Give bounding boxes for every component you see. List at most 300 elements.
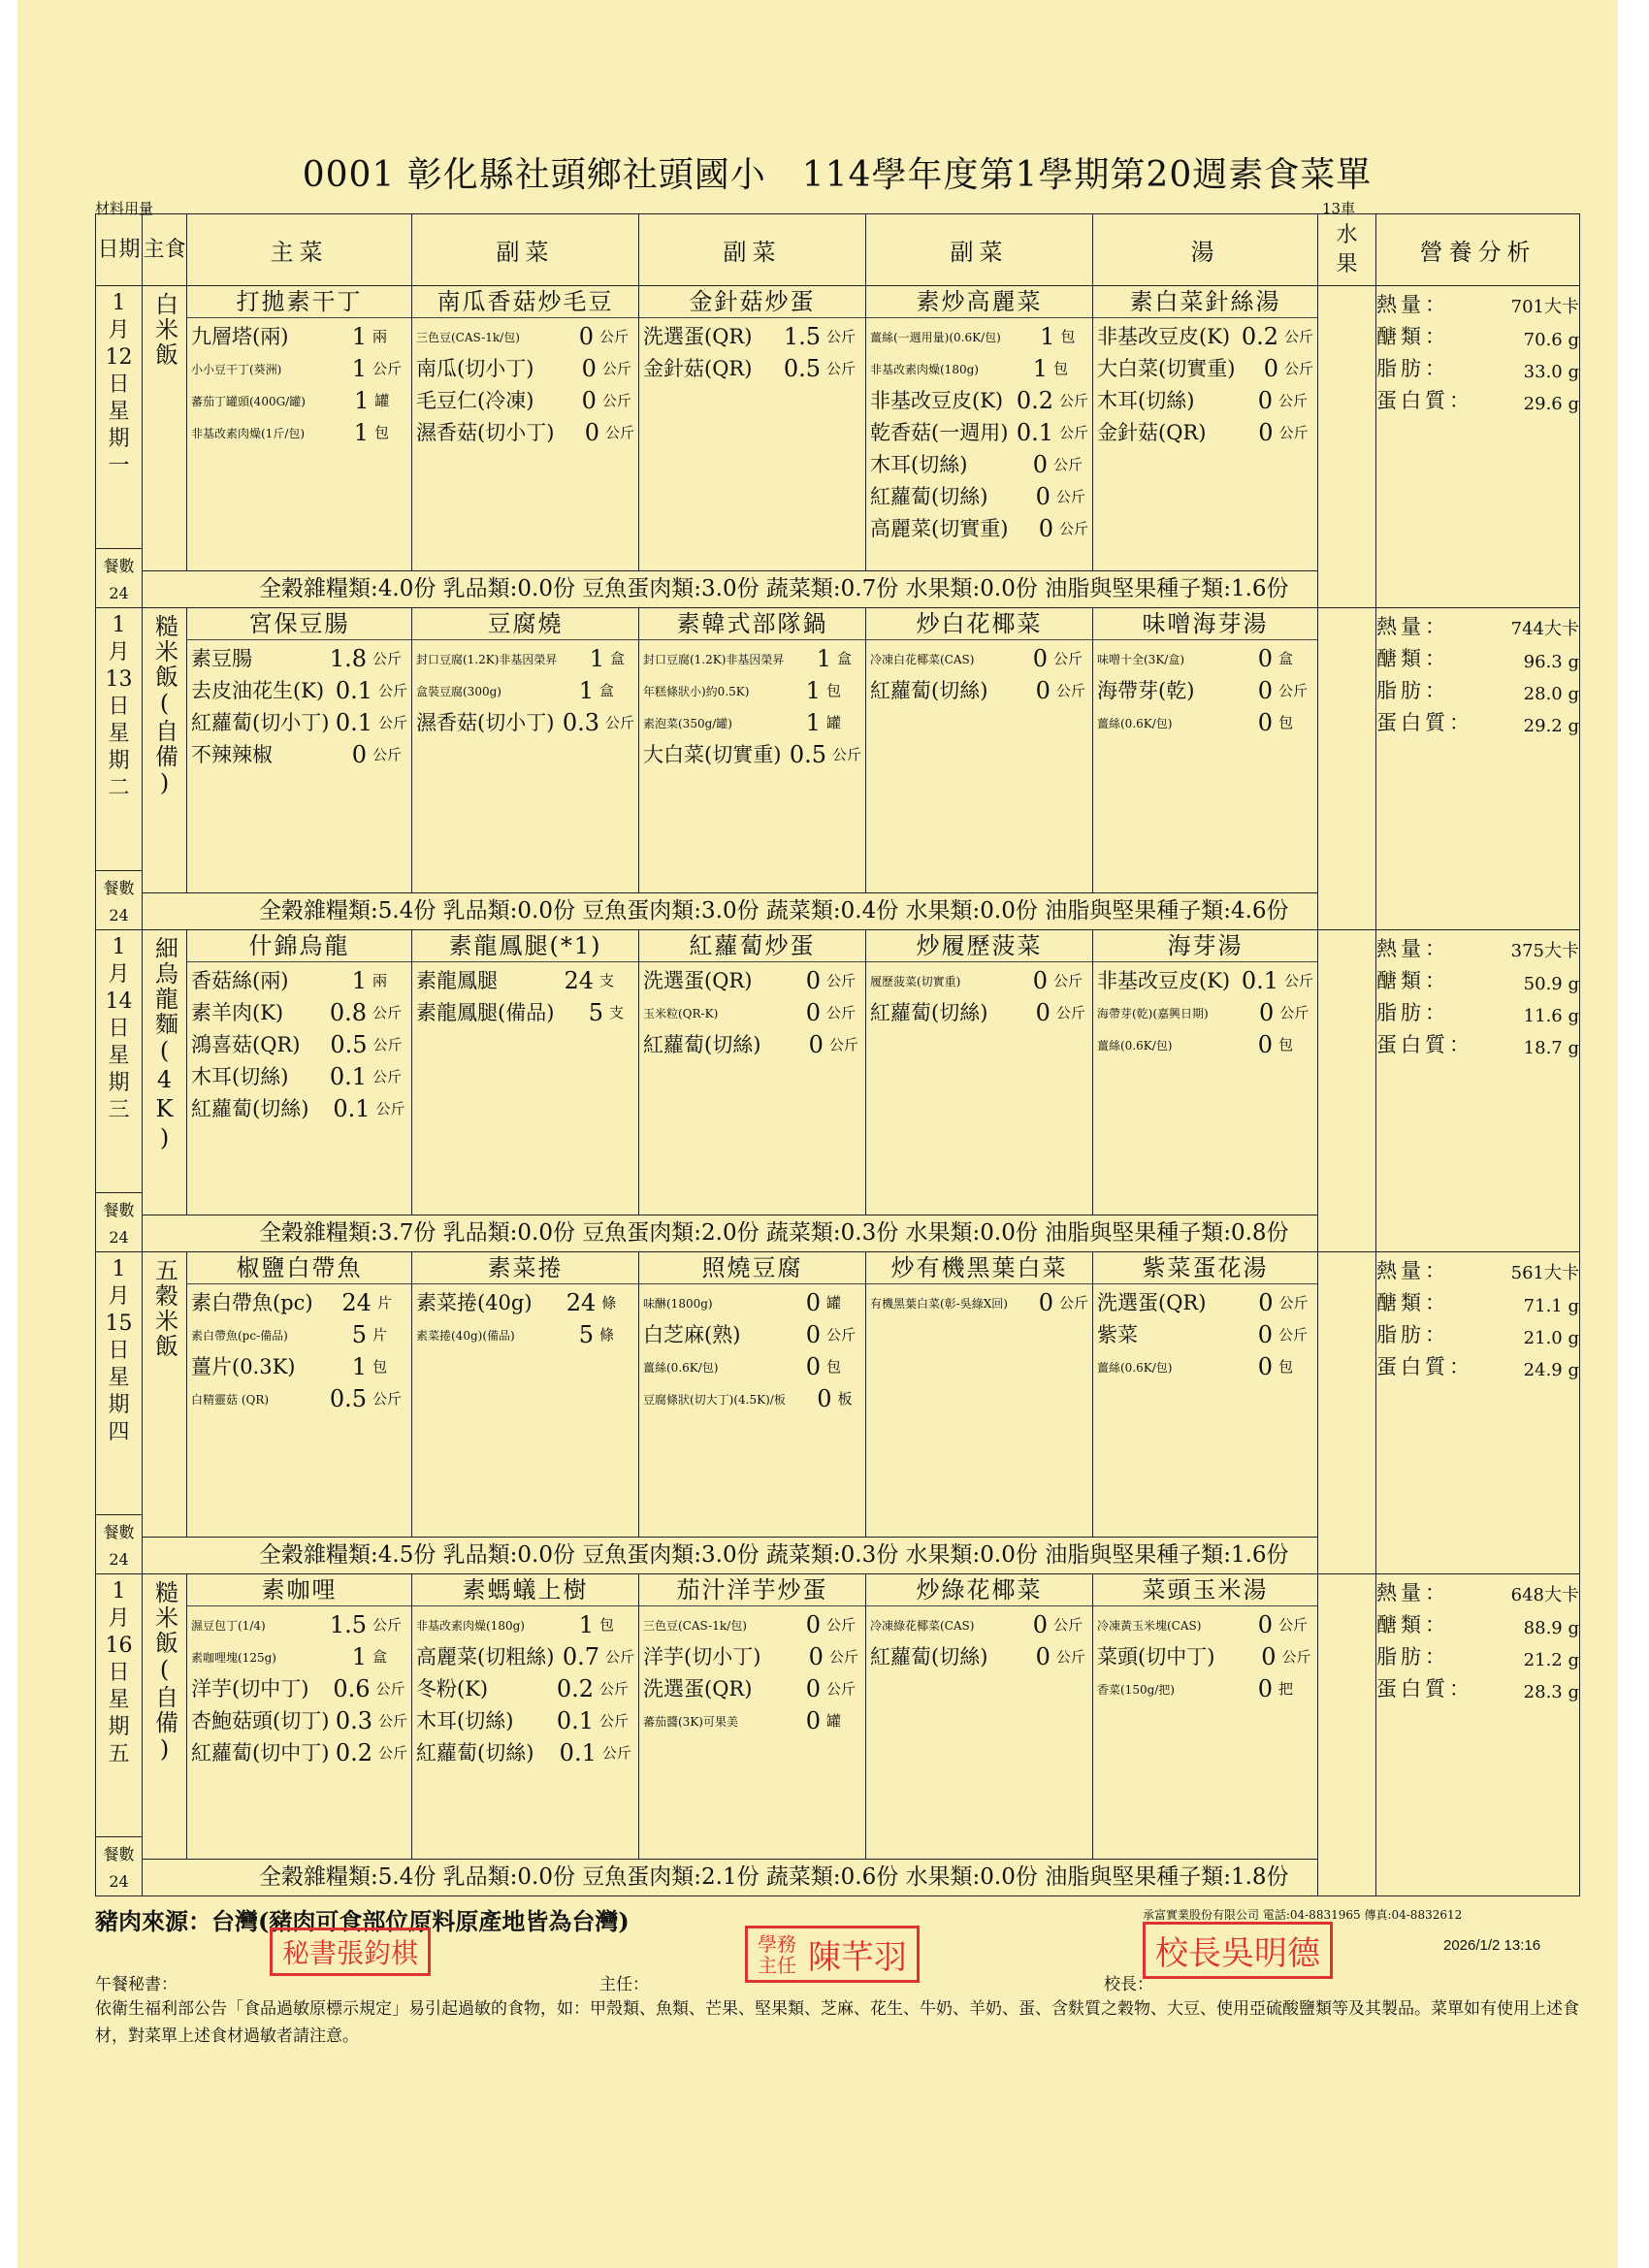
ingredient-qty: 0 [1263,355,1278,382]
ingredient-qty: 1.5 [329,1611,367,1638]
ingredient-row [1093,382,1317,414]
food-group-summary: 全穀雜糧類:5.4份 乳品類:0.0份 豆魚蛋肉類:2.1份 蔬菜類:0.6份 水果類:0.0份 油脂與堅果種子類:1.8份 [143,1859,1318,1895]
ingredient-qty: 0.1 [1016,419,1053,446]
date-cell [96,1252,143,1574]
nutrition-value: 50.9 g [1523,974,1579,994]
ingredient-qty: 1 [351,1353,367,1380]
date-part: 一 [108,454,130,478]
day-row [96,286,1580,571]
ingredient-name: 杏鮑菇頭(切丁) [191,1709,330,1733]
ingredient-name: 紅蘿蔔(切中丁) [191,1741,330,1765]
ingredient-unit: 公斤 [1283,972,1313,989]
ingredient-unit: 公斤 [826,1616,857,1634]
ingredient-qty: 24 [566,1289,597,1316]
nutrition-row [1376,1574,1579,1606]
ingredient-name: 非基改素肉燥(1斤/包) [191,427,306,440]
ingredient-qty: 0 [1257,1353,1273,1380]
ingredient-qty: 0 [1258,1289,1274,1316]
ingredient-row [1093,1026,1317,1058]
ingredient-unit: 片 [372,1326,388,1344]
nutrition-row [1376,318,1579,350]
header-soup: 湯 [1093,214,1318,286]
date-part: 期 [108,1715,130,1739]
ingredient-unit: 支 [608,1004,624,1021]
dish-cell [412,286,639,571]
ingredient-unit: 公斤 [828,1036,858,1053]
header-fruit: 水果 [1318,214,1376,286]
ingredient-name: 木耳(切絲) [1097,389,1195,412]
ingredient-row [866,962,1092,994]
dish-name: 炒白花椰菜 [866,608,1092,640]
staple-name: 五穀米飯 [150,1258,178,1359]
ingredient-row [412,1670,638,1702]
ingredient-unit: 兩 [372,972,388,989]
ingredient-row [639,672,865,704]
ingredient-row [187,318,411,350]
ingredient-row [412,962,638,994]
ingredient-name: 素白帶魚(pc) [191,1291,313,1314]
ingredient-row [866,478,1092,510]
nutrition-row [1376,382,1579,414]
nutrition-label: 醣類： [1376,969,1449,992]
ingredient-row [1093,318,1317,350]
dish-cell [187,1574,412,1860]
fruit-cell [1318,1252,1376,1574]
ingredient-name: 洗選蛋(QR) [1097,1291,1207,1314]
ingredient-qty: 0 [1258,419,1274,446]
nutrition-value: 71.1 g [1523,1296,1579,1316]
nutrition-value: 70.6 g [1523,330,1579,350]
ingredient-row [187,1058,411,1090]
staple-name: 細烏龍麵(4K) [150,936,178,1153]
dish-name: 素炒高麗菜 [866,286,1092,318]
ingredient-row [187,1606,411,1638]
ingredient-unit: 公斤 [826,1004,857,1021]
ingredient-qty: 5 [351,1321,367,1348]
ingredient-name: 味醂(1800g) [643,1297,713,1311]
date-part: 13 [105,667,133,692]
ingredient-row [866,1606,1092,1638]
dish-name: 南瓜香菇炒毛豆 [412,286,638,318]
nutrition-row [1376,350,1579,382]
ingredient-name: 素羊肉(K) [191,1001,284,1024]
ingredient-unit: 公斤 [1058,424,1088,441]
ingredient-qty: 0 [1257,1675,1273,1702]
dish-name: 素咖哩 [187,1574,411,1606]
company-info: 承富實業股份有限公司 電話:04-8831965 傳真:04-8832612 [1143,1908,1463,1922]
nutrition-row [1376,1606,1579,1638]
ingredient-unit: 公斤 [375,1680,405,1698]
nutrition-value: 29.2 g [1523,716,1579,736]
header-side-2: 副菜 [639,214,866,286]
ingredient-name: 玉米粒(QR-K) [643,1007,719,1021]
nutrition-row [1376,1670,1579,1702]
ingredient-name: 不辣辣椒 [191,743,273,766]
ingredient-qty: 0 [1257,645,1273,672]
ingredient-name: 濕香菇(切小丁) [416,421,555,444]
staple-cell [143,608,187,893]
date-part: 星 [108,1366,130,1390]
ingredient-name: 薑絲(0.6K/包) [643,1361,719,1375]
dish-name: 金針菇炒蛋 [639,286,865,318]
ingredient-name: 洋芋(切中丁) [191,1677,309,1701]
ingredient-unit: 公斤 [1281,1648,1311,1666]
dish-name: 素白菜針絲湯 [1093,286,1317,318]
ingredient-unit: 公斤 [604,1648,634,1666]
ingredient-unit: 公斤 [1283,328,1313,345]
ingredient-unit: 公斤 [826,972,857,989]
ingredient-unit: 公斤 [599,1680,630,1698]
ingredient-unit: 兩 [372,328,388,345]
ingredient-row [639,1348,865,1380]
ingredient-row [412,1702,638,1734]
nutrition-label: 脂肪： [1376,1645,1449,1669]
ingredient-row [639,1284,865,1316]
dish-name: 豆腐燒 [412,608,638,640]
ingredient-name: 濕香菇(切小丁) [416,711,555,734]
date-cell [96,286,143,608]
ingredient-qty: 0 [817,1385,832,1412]
ingredient-name: 香菜(150g/把) [1097,1683,1175,1697]
dish-cell [187,1252,412,1538]
ingredient-name: 有機黑葉白菜(彰-吳綠X回) [870,1297,1008,1311]
ingredient-qty: 1 [351,1643,367,1670]
ingredient-name: 非基改豆皮(K) [870,389,1004,412]
staple-cell [143,1574,187,1860]
ingredient-row [866,414,1092,446]
date-part: 12 [105,345,133,370]
dish-cell [866,1252,1093,1538]
dish-name: 椒鹽白帶魚 [187,1252,411,1284]
ingredient-unit: 公斤 [372,360,403,377]
ingredient-unit: 公斤 [377,682,407,699]
dish-name: 菜頭玉米湯 [1093,1574,1317,1606]
header-nutrition: 營養分析 [1376,214,1580,286]
ingredient-unit: 公斤 [372,1616,403,1634]
dish-name: 什錦烏龍 [187,930,411,962]
page-title: 0001 彰化縣社頭鄉社頭國小 114學年度第1學期第20週素食菜單 [302,155,1373,195]
ingredient-name: 九層塔(兩) [191,325,289,348]
date-part: 日 [108,373,130,397]
date-part: 星 [108,722,130,746]
ingredient-qty: 0 [1257,1031,1273,1058]
staple-name: 糙米飯(自備) [150,614,178,798]
ingredient-qty: 0 [805,967,821,994]
ingredient-row [412,994,638,1026]
director-stamp: 學務主任 陳芊羽 [745,1926,920,1983]
date-part: 月 [108,1284,130,1309]
ingredient-row [187,1316,411,1348]
dish-cell [1093,286,1318,571]
ingredient-qty: 0 [805,1353,821,1380]
ingredient-unit: 公斤 [1055,682,1085,699]
ingredient-qty: 0.5 [330,1031,368,1058]
food-group-summary: 全穀雜糧類:5.4份 乳品類:0.0份 豆魚蛋肉類:3.0份 蔬菜類:0.4份 水果類:0.0份 油脂與堅果種子類:4.6份 [143,892,1318,929]
ingredient-name: 乾香菇(一週用) [870,421,1009,444]
nutrition-value: 11.6 g [1523,1006,1579,1026]
ingredient-unit: 公斤 [601,360,631,377]
nutrition-row [1376,286,1579,318]
ingredient-name: 非基改素肉燥(180g) [416,1619,525,1633]
ingredient-row [412,640,638,672]
dish-cell [1093,608,1318,893]
ingredient-unit: 公斤 [1053,650,1083,667]
nutrition-value: 648大卡 [1510,1585,1579,1605]
ingredient-row [187,1734,411,1766]
ingredient-qty: 1 [805,709,821,736]
ingredient-name: 紅蘿蔔(切絲) [643,1033,761,1056]
ingredient-qty: 5 [578,1321,594,1348]
ingredient-row [187,382,411,414]
ingredient-unit: 公斤 [1278,424,1309,441]
document-page [17,0,1618,2268]
ingredient-unit: 公斤 [604,424,634,441]
nutrition-label: 熱量： [1376,1581,1449,1604]
ingredient-name: 毛豆仁(冷凍) [416,389,534,412]
ingredient-row [412,382,638,414]
ingredient-row [187,736,411,768]
nutrition-value: 28.0 g [1523,684,1579,704]
ingredient-qty: 1 [351,967,367,994]
ingredient-row [1093,640,1317,672]
dish-name: 味噌海芽湯 [1093,608,1317,640]
dish-cell [866,608,1093,893]
ingredient-qty: 0 [578,323,594,350]
meal-count-label: 餐數 [103,1845,135,1863]
nutrition-label: 熱量： [1376,937,1449,960]
nutrition-label: 蛋白質： [1376,1033,1473,1056]
dish-name: 素韓式部隊鍋 [639,608,865,640]
ingredient-qty: 0 [1035,1643,1051,1670]
date-part: 期 [108,427,130,451]
ingredient-qty: 0.1 [329,1063,367,1090]
date-part: 日 [108,1017,130,1041]
ingredient-qty: 0 [805,1707,821,1734]
ingredient-row [187,962,411,994]
ingredient-unit: 公斤 [1278,1326,1309,1344]
ingredient-qty: 0 [351,741,367,768]
ingredient-row [866,318,1092,350]
ingredient-qty: 0 [1258,999,1275,1026]
ingredient-row [187,1348,411,1380]
ingredient-row [639,1026,865,1058]
meal-count-value: 24 [109,1872,129,1891]
ingredient-qty: 0 [1257,1611,1273,1638]
ingredient-name: 去皮油花生(K) [191,679,325,702]
dish-name: 炒有機黑葉白菜 [866,1252,1092,1284]
ingredient-unit: 公斤 [377,714,407,731]
menu-table [95,213,1580,1896]
ingredient-unit: 盒 [599,682,615,699]
nutrition-label: 醣類： [1376,325,1449,348]
ingredient-qty: 0.2 [1016,387,1053,414]
ingredient-row [187,414,411,446]
date-part: 日 [108,695,130,719]
ingredient-unit: 公斤 [599,328,630,345]
ingredient-qty: 0 [584,419,599,446]
nutrition-value: 29.6 g [1523,394,1579,414]
ingredient-name: 豆腐條狀(切大丁)(4.5K)/板 [643,1393,786,1407]
ingredient-name: 年糕條狀小)約0.5K) [643,685,750,698]
dish-cell [1093,930,1318,1215]
ingredient-name: 木耳(切絲) [870,453,968,476]
ingredient-qty: 0 [1257,387,1273,414]
ingredient-unit: 公斤 [372,1036,403,1053]
header-main: 主菜 [187,214,412,286]
ingredient-name: 海帶芽(乾)(嘉興日期) [1097,1007,1209,1021]
nutrition-label: 蛋白質： [1376,1355,1473,1378]
nutrition-label: 蛋白質： [1376,1677,1473,1701]
nutrition-label: 脂肪： [1376,357,1449,380]
date-part: 期 [108,1393,130,1417]
nutrition-value: 701大卡 [1510,297,1579,317]
ingredient-name: 紅蘿蔔(切絲) [870,1645,988,1669]
ingredient-row [412,1316,638,1348]
ingredient-row [1093,1348,1317,1380]
ingredient-row [1093,1606,1317,1638]
ingredient-unit: 包 [826,1358,842,1376]
ingredient-qty: 0 [1038,1289,1053,1316]
ingredient-name: 紅蘿蔔(切絲) [191,1097,309,1120]
ingredient-name: 洗選蛋(QR) [643,325,753,348]
ingredient-row [1093,1638,1317,1670]
meal-count-label: 餐數 [103,879,135,897]
date-cell [96,1574,143,1896]
nutrition-row [1376,1284,1579,1316]
ingredient-qty: 0 [1035,677,1051,704]
ingredient-row [412,1606,638,1638]
ingredient-row [412,318,638,350]
pork-source: 豬肉來源：台灣(豬肉可食部位原料原產地皆為台灣) [95,1907,630,1935]
ingredient-qty: 1 [805,677,821,704]
nutrition-label: 醣類： [1376,1613,1449,1636]
dish-name: 炒綠花椰菜 [866,1574,1092,1606]
ingredient-name: 薑絲(一週用量)(0.6K/包) [870,331,1001,344]
ingredient-name: 海帶芽(乾) [1097,679,1195,702]
ingredient-unit: 把 [1278,1680,1294,1698]
ingredient-qty: 0 [805,1289,821,1316]
ingredient-qty: 0 [805,1321,821,1348]
ingredient-qty: 0.1 [559,1739,597,1766]
ingredient-name: 薑絲(0.6K/包) [1097,1039,1173,1053]
ingredient-unit: 盒 [372,1648,388,1666]
date-part: 1 [112,1257,126,1281]
dish-cell [412,1574,639,1860]
ingredient-name: 紅蘿蔔(切絲) [870,1001,988,1024]
fruit-cell [1318,1574,1376,1896]
ingredient-unit: 公斤 [372,1390,403,1408]
nutrition-value: 33.0 g [1523,362,1579,382]
ingredient-unit: 公斤 [1278,1616,1309,1634]
ingredient-unit: 公斤 [1058,520,1088,537]
ingredient-name: 素龍鳳腿 [416,969,498,992]
ingredient-qty: 0 [1032,645,1048,672]
ingredient-name: 非基改豆皮(K) [1097,969,1231,992]
ingredient-row [639,318,865,350]
ingredient-name: 素豆腸 [191,647,252,670]
day-row [96,930,1580,1215]
ingredient-row [866,510,1092,542]
material-label: 材料用量 [95,200,154,217]
ingredient-qty: 0 [1035,999,1051,1026]
ingredient-qty: 0 [1257,677,1273,704]
nutrition-value: 28.3 g [1523,1682,1579,1702]
date-part: 星 [108,1688,130,1712]
ingredient-unit: 公斤 [375,1100,405,1118]
ingredient-unit: 公斤 [826,360,857,377]
ingredient-row [187,704,411,736]
ingredient-name: 白芝麻(熟) [643,1323,741,1346]
ingredient-unit: 公斤 [1055,1004,1085,1021]
ingredient-name: 非基改素肉燥(180g) [870,363,979,376]
fruit-cell [1318,930,1376,1252]
ingredient-name: 素白帶魚(pc-備品) [191,1329,288,1343]
nutrition-cell [1376,1574,1580,1896]
header-staple: 主食 [143,214,187,286]
dish-name: 打拋素干丁 [187,286,411,318]
ingredient-qty: 0 [1032,451,1048,478]
date-part: 15 [105,1312,133,1336]
dish-name: 紅蘿蔔炒蛋 [639,930,865,962]
ingredient-qty: 0.3 [562,709,599,736]
ingredient-qty: 0.8 [329,999,367,1026]
ingredient-qty: 1 [351,355,367,382]
ingredient-row [187,994,411,1026]
dish-name: 照燒豆腐 [639,1252,865,1284]
ingredient-unit: 公斤 [1053,456,1083,473]
ingredient-qty: 0.2 [556,1675,594,1702]
ingredient-unit: 罐 [826,1294,842,1312]
ingredient-name: 冷凍白花椰菜(CAS) [870,653,975,666]
ingredient-row [187,1638,411,1670]
ingredient-qty: 5 [588,999,603,1026]
dish-name: 茄汁洋芋炒蛋 [639,1574,865,1606]
ingredient-qty: 1 [816,645,832,672]
ingredient-unit: 公斤 [1055,1648,1085,1666]
header-date: 日期 [96,214,143,286]
nutrition-label: 蛋白質： [1376,389,1473,412]
ingredient-row [187,1284,411,1316]
ingredient-row [866,350,1092,382]
ingredient-unit: 公斤 [826,328,857,345]
ingredient-row [1093,350,1317,382]
dish-name: 素螞蟻上樹 [412,1574,638,1606]
ingredient-row [639,736,865,768]
dish-cell [187,930,412,1215]
ingredient-unit: 公斤 [372,650,403,667]
ingredient-unit: 包 [1053,360,1069,377]
ingredient-row [639,1638,865,1670]
ingredient-unit: 包 [826,682,842,699]
ingredient-row [412,1638,638,1670]
ingredient-unit: 盒 [610,650,626,667]
ingredient-qty: 24 [341,1289,372,1316]
nutrition-label: 脂肪： [1376,1323,1449,1346]
ingredient-qty: 24 [564,967,594,994]
ingredient-name: 大白菜(切實重) [1097,357,1236,380]
ingredient-row [187,1702,411,1734]
nutrition-row [1376,1252,1579,1284]
principal-stamp: 校長吳明德 [1143,1922,1333,1979]
ingredient-unit: 公斤 [828,1648,858,1666]
ingredient-qty: 0 [808,1031,824,1058]
dish-cell [639,930,866,1215]
dish-cell [187,608,412,893]
ingredient-row [639,962,865,994]
ingredient-row [1093,994,1317,1026]
ingredient-name: 三色豆(CAS-1k/包) [643,1619,747,1633]
ingredient-name: 大白菜(切實重) [643,743,782,766]
